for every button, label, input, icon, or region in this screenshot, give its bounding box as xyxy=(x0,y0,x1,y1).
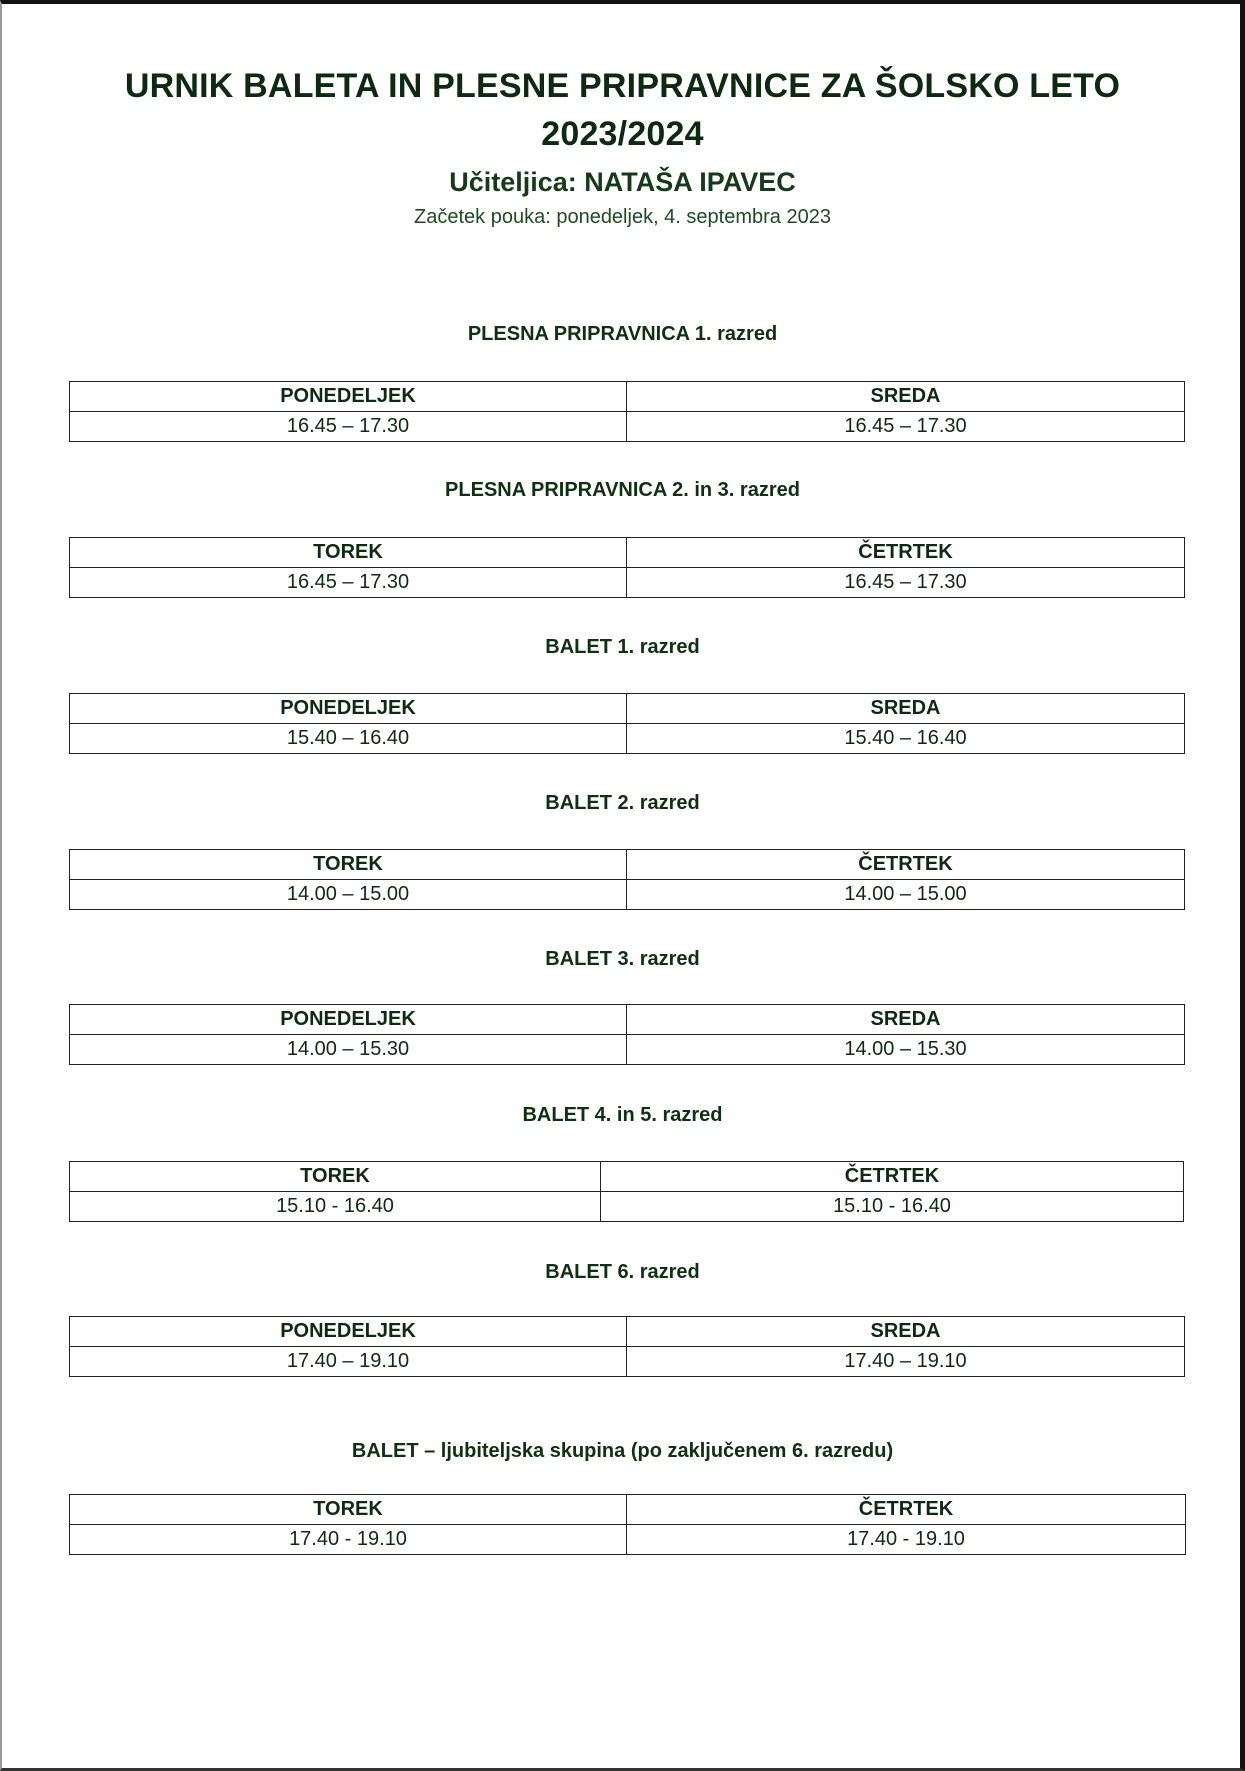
days-row xyxy=(70,382,1185,412)
schedule-table xyxy=(69,1494,1186,1555)
time-cell: 15.10 - 16.40 xyxy=(601,1192,1184,1222)
day-cell: ČETRTEK xyxy=(627,538,1185,568)
times-row xyxy=(70,568,1185,598)
teacher-name: Učiteljica: NATAŠA IPAVEC xyxy=(449,167,796,197)
time-cell: 14.00 – 15.30 xyxy=(70,1035,627,1065)
day-cell: SREDA xyxy=(627,694,1185,724)
day-cell: PONEDELJEK xyxy=(70,1005,627,1035)
times-row xyxy=(70,1525,1186,1555)
document-title-line-1: URNIK BALETA IN PLESNE PRIPRAVNICE ZA ŠOLSKO LETO xyxy=(124,67,1121,105)
section-title: PLESNA PRIPRAVNICA 2. in 3. razred xyxy=(445,479,800,501)
time-cell: 15.40 – 16.40 xyxy=(627,724,1185,754)
schedule-section xyxy=(0,632,1245,662)
days-row xyxy=(70,1005,1185,1035)
schedule-table xyxy=(69,1161,1184,1222)
schedule-section xyxy=(0,475,1245,505)
time-cell: 15.40 – 16.40 xyxy=(70,724,627,754)
times-row xyxy=(70,880,1185,910)
time-cell: 14.00 – 15.30 xyxy=(627,1035,1185,1065)
section-title: BALET 1. razred xyxy=(545,636,700,658)
days-row xyxy=(70,1162,1184,1192)
days-row xyxy=(70,850,1185,880)
schedule-section xyxy=(0,788,1245,818)
time-cell: 16.45 – 17.30 xyxy=(70,412,627,442)
day-cell: PONEDELJEK xyxy=(70,694,627,724)
time-cell: 16.45 – 17.30 xyxy=(70,568,627,598)
day-cell: TOREK xyxy=(70,1162,601,1192)
section-title: BALET 4. in 5. razred xyxy=(522,1104,723,1126)
section-title: BALET 3. razred xyxy=(545,948,700,970)
day-cell: SREDA xyxy=(627,382,1185,412)
day-cell: TOREK xyxy=(70,1495,627,1525)
schedule-table xyxy=(69,1004,1185,1065)
schedule-section xyxy=(0,1100,1245,1130)
time-cell: 17.40 – 19.10 xyxy=(627,1347,1185,1377)
time-cell: 14.00 – 15.00 xyxy=(70,880,627,910)
days-row xyxy=(70,694,1185,724)
time-cell: 16.45 – 17.30 xyxy=(627,568,1185,598)
time-cell: 15.10 - 16.40 xyxy=(70,1192,601,1222)
days-row xyxy=(70,538,1185,568)
schedule-table xyxy=(69,537,1185,598)
schedule-table xyxy=(69,849,1185,910)
day-cell: ČETRTEK xyxy=(627,850,1185,880)
section-title: PLESNA PRIPRAVNICA 1. razred xyxy=(467,323,778,345)
day-cell: TOREK xyxy=(70,538,627,568)
section-title: BALET 6. razred xyxy=(545,1261,700,1283)
day-cell: ČETRTEK xyxy=(627,1495,1186,1525)
schedule-table xyxy=(69,381,1185,442)
document-title-line-2: 2023/2024 xyxy=(541,115,704,153)
schedule-table xyxy=(69,693,1185,754)
day-cell: ČETRTEK xyxy=(601,1162,1184,1192)
days-row xyxy=(70,1317,1185,1347)
section-title: BALET 2. razred xyxy=(545,792,700,814)
day-cell: SREDA xyxy=(627,1005,1185,1035)
schedule-section xyxy=(0,944,1245,974)
day-cell: TOREK xyxy=(70,850,627,880)
start-date: Začetek pouka: ponedeljek, 4. septembra 2023 xyxy=(414,206,831,228)
document-header xyxy=(0,62,1245,232)
time-cell: 17.40 - 19.10 xyxy=(70,1525,627,1555)
schedule-section xyxy=(0,319,1245,349)
day-cell: PONEDELJEK xyxy=(70,1317,627,1347)
times-row xyxy=(70,412,1185,442)
times-row xyxy=(70,1035,1185,1065)
schedule-section xyxy=(0,1257,1245,1287)
day-cell: PONEDELJEK xyxy=(70,382,627,412)
days-row xyxy=(70,1495,1186,1525)
schedule-section xyxy=(0,1436,1245,1466)
day-cell: SREDA xyxy=(627,1317,1185,1347)
schedule-table xyxy=(69,1316,1185,1377)
time-cell: 16.45 – 17.30 xyxy=(627,412,1185,442)
time-cell: 14.00 – 15.00 xyxy=(627,880,1185,910)
times-row xyxy=(70,724,1185,754)
times-row xyxy=(70,1192,1184,1222)
times-row xyxy=(70,1347,1185,1377)
time-cell: 17.40 - 19.10 xyxy=(627,1525,1186,1555)
time-cell: 17.40 – 19.10 xyxy=(70,1347,627,1377)
section-title: BALET – ljubiteljska skupina (po zaključenem 6. razredu) xyxy=(351,1440,894,1462)
